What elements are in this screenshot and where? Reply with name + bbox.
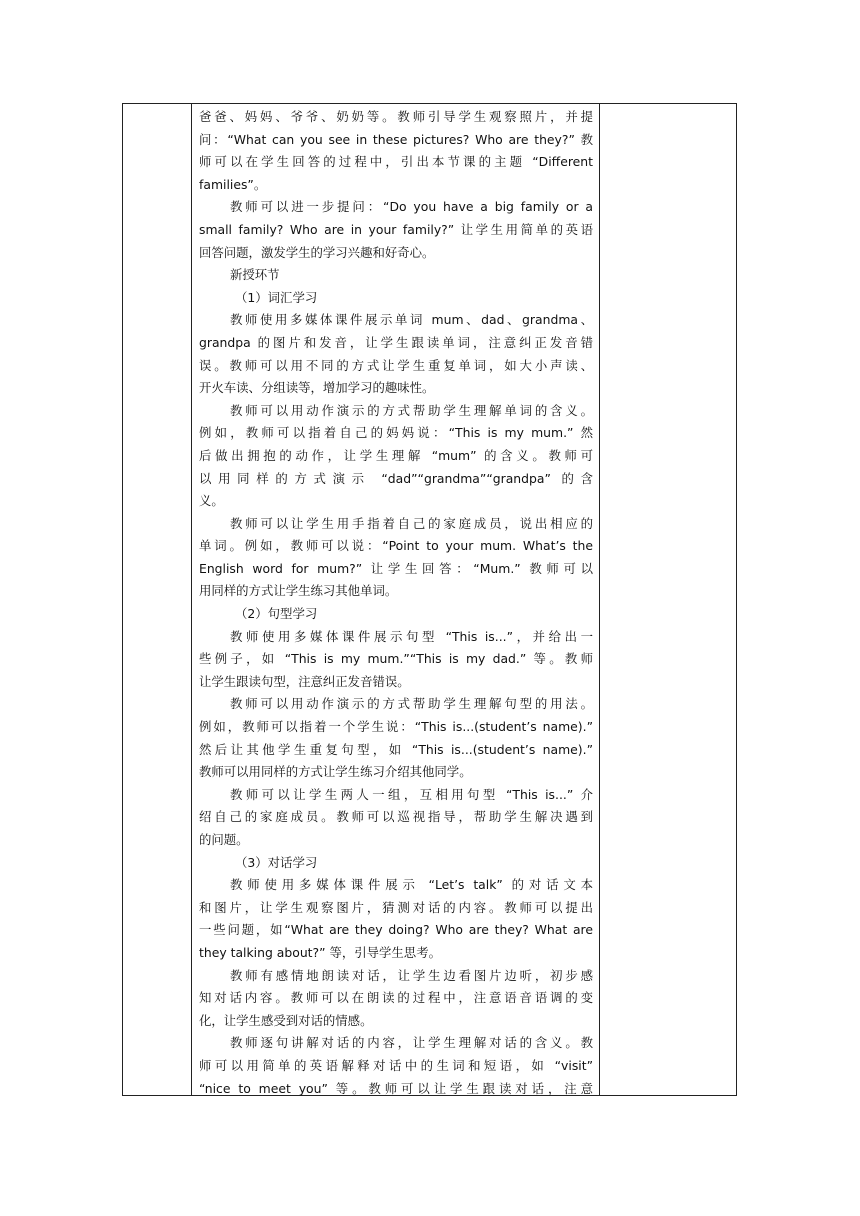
text-line: grandpa 的图片和发音，让学生跟读单词，注意纠正发音错 bbox=[199, 334, 593, 350]
text-line: 绍自己的家庭成员。教师可以巡视指导，帮助学生解决遇到 bbox=[199, 809, 593, 825]
text-line: “nice to meet you” 等。教师可以让学生跟读对话，注意 bbox=[199, 1080, 593, 1096]
text-line: 教师可以进一步提问：“Do you have a big family or a bbox=[230, 199, 593, 215]
text-line: 一些问题，如“What are they doing? Who are they? What are bbox=[199, 922, 593, 938]
text-line: 教师逐句讲解对话的内容，让学生理解对话的含义。教 bbox=[230, 1035, 593, 1051]
text-line: 教师有感情地朗读对话，让学生边看图片边听，初步感 bbox=[230, 967, 593, 983]
text-line: families”。 bbox=[199, 176, 267, 192]
text-line: （3）对话学习 bbox=[235, 854, 318, 870]
text-line: 开火车读、分组读等，增加学习的趣味性。 bbox=[199, 380, 435, 396]
text-line: English word for mum?” 让学生回答：“Mum.” 教师可以 bbox=[199, 560, 593, 576]
text-line: 单词。例如，教师可以说：“Point to your mum. What’s the bbox=[199, 538, 593, 554]
text-line: 以用同样的方式演示 “dad”“grandma”“grandpa” 的含 bbox=[199, 470, 593, 486]
text-line: 让学生跟读句型，注意纠正发音错误。 bbox=[199, 673, 410, 689]
text-line: 教师可以让学生用手指着自己的家庭成员，说出相应的 bbox=[230, 515, 593, 531]
text-line: 然后让其他学生重复句型，如 “This is...(student’s name).” bbox=[199, 741, 593, 757]
text-line: 例如，教师可以指着自己的妈妈说：“This is my mum.” 然 bbox=[199, 425, 593, 441]
text-line: 的问题。 bbox=[199, 832, 249, 847]
text-line: 爸爸、妈妈、爷爷、奶奶等。教师引导学生观察照片，并提 bbox=[199, 109, 593, 124]
text-line: （2）句型学习 bbox=[235, 606, 318, 622]
text-line: 误。教师可以用不同的方式让学生重复单词，如大小声读、 bbox=[199, 357, 593, 373]
text-line: 师可以在学生回答的过程中，引出本节课的主题 “Different bbox=[199, 154, 593, 170]
text-line: 教师使用多媒体课件展示句型 “This is...”，并给出一 bbox=[230, 628, 593, 644]
text-line: 义。 bbox=[199, 493, 224, 509]
teaching-process-cell bbox=[199, 106, 593, 1100]
text-line: 师可以用简单的英语解释对话中的生词和短语，如 “visit” bbox=[199, 1057, 593, 1073]
text-line: 例如，教师可以指着一个学生说：“This is...(student’s name).” bbox=[199, 719, 593, 735]
text-line: 教师可以用动作演示的方式帮助学生理解句型的用法。 bbox=[230, 696, 593, 712]
text-line: 新授环节 bbox=[230, 267, 280, 283]
text-line: 教师可以用同样的方式让学生练习介绍其他同学。 bbox=[199, 764, 472, 780]
text-line: small family? Who are in your family?” 让学生用简单的英语 bbox=[199, 221, 593, 237]
column-divider-left bbox=[191, 104, 192, 1095]
text-line: 教师使用多媒体课件展示 “Let’s talk” 的对话文本 bbox=[230, 877, 593, 893]
text-line: 和图片，让学生观察图片，猜测对话的内容。教师可以提出 bbox=[199, 899, 593, 915]
text-line: 化，让学生感受到对话的情感。 bbox=[199, 1012, 373, 1028]
lesson-plan-table bbox=[122, 103, 737, 1096]
text-line: 教师使用多媒体课件展示单词 mum、dad、grandma、 bbox=[230, 312, 593, 328]
text-line: 问：“What can you see in these pictures? Who are they?” 教 bbox=[199, 131, 593, 147]
text-line: they talking about?” 等，引导学生思考。 bbox=[199, 944, 441, 960]
text-line: 知对话内容。教师可以在朗读的过程中，注意语音语调的变 bbox=[199, 990, 593, 1006]
text-line: 回答问题，激发学生的学习兴趣和好奇心。 bbox=[199, 244, 435, 260]
text-line: 些例子，如 “This is my mum.”“This is my dad.” 等。教师 bbox=[199, 651, 593, 667]
text-line: 教师可以让学生两人一组，互相用句型 “This is...” 介 bbox=[230, 786, 593, 802]
text-line: 教师可以用动作演示的方式帮助学生理解单词的含义。 bbox=[230, 402, 593, 418]
text-line: 用同样的方式让学生练习其他单词。 bbox=[199, 583, 398, 599]
text-line: （1）词汇学习 bbox=[235, 289, 318, 305]
text-line: 后做出拥抱的动作，让学生理解 “mum” 的含义。教师可 bbox=[199, 447, 593, 463]
column-divider-right bbox=[599, 104, 600, 1095]
